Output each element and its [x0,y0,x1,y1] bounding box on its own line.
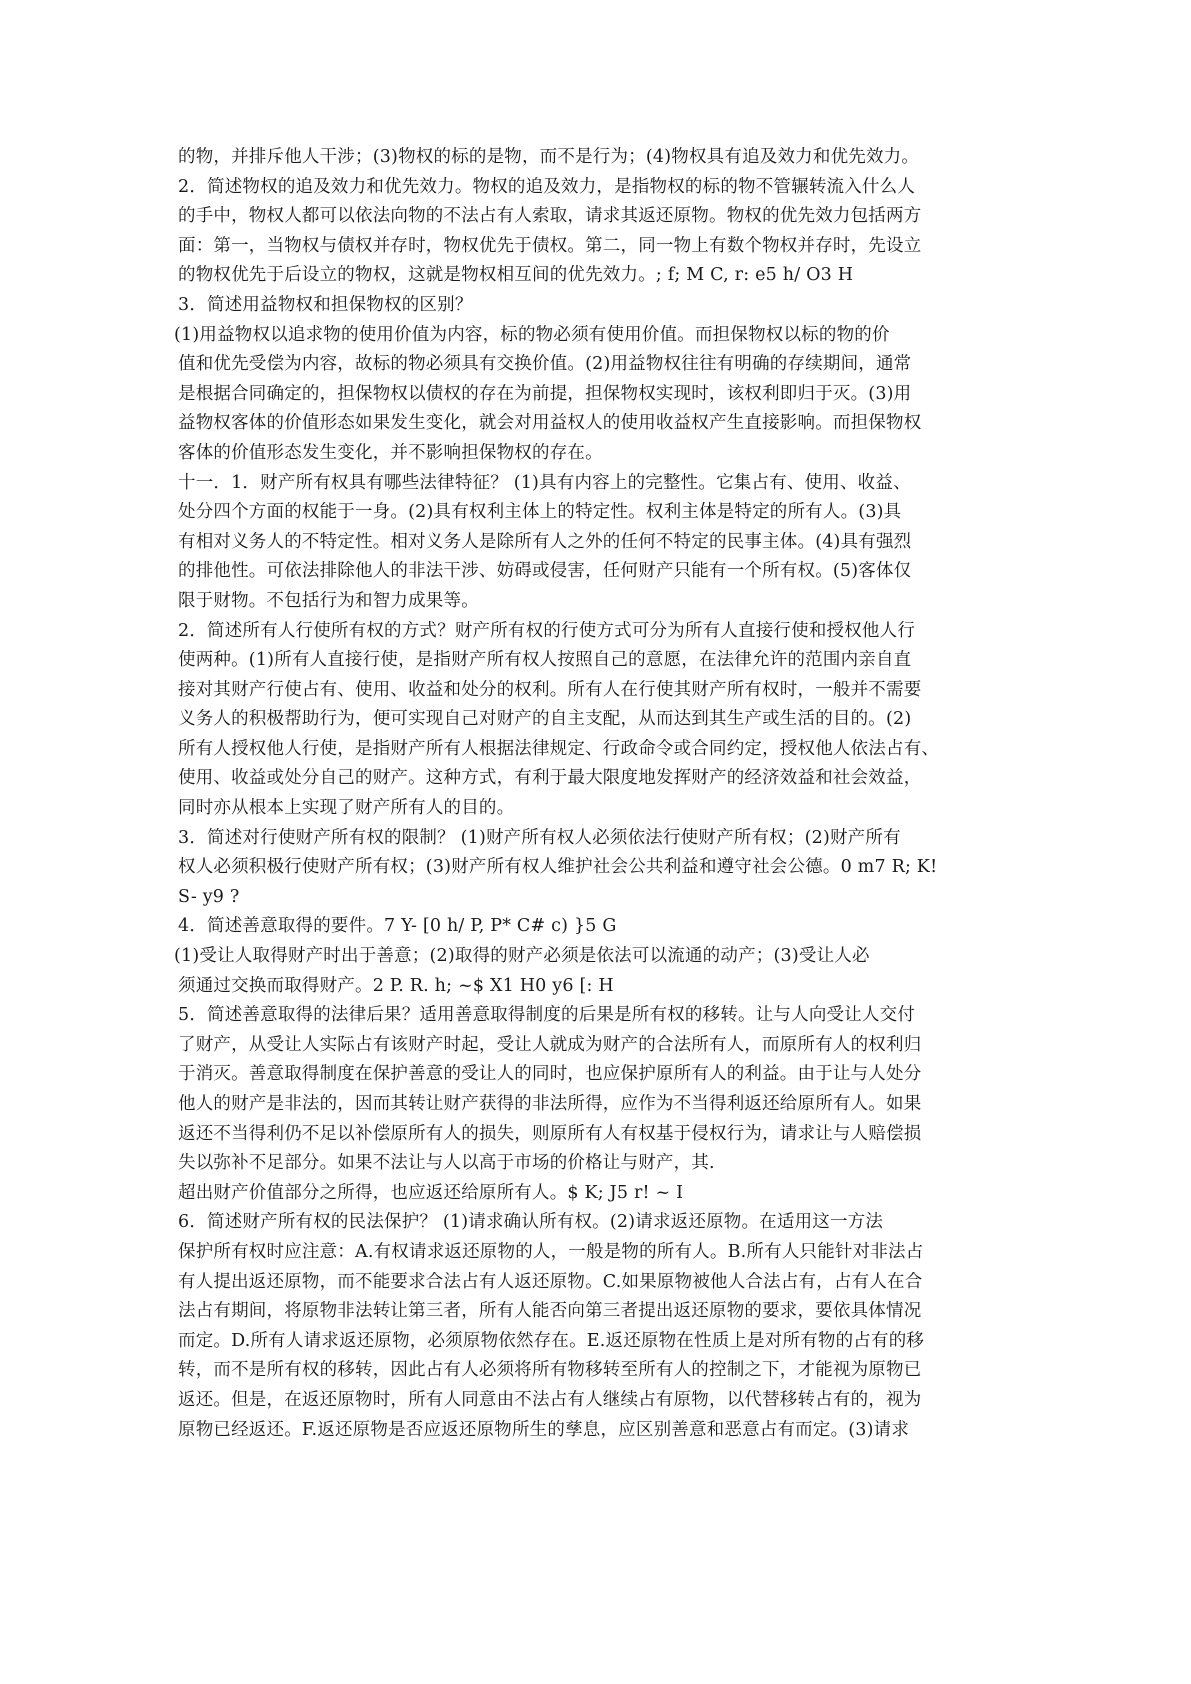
paragraph-1: 的物，并排斥他人干涉；(3)物权的标的是物，而不是行为；(4)物权具有追及效力和优先效力。 [178,147,920,167]
paragraph-3: 3．简述用益物权和担保物权的区别？ [178,294,473,315]
paragraph-6: 2．简述所有人行使所有权的方式？财产所有权的行使方式可分为所有人直接行使和授权他人行 使两种。(1)所有人直接行使，是指财产所有权人按照自己的意愿，在法律允许的范围内亲自直 接对其财产行使占有、使用、收益和处分的权利。所有人在行使其财产所有权时，一般并不需要 义务人的积极帮助行为，便可实现自己对财产的自主支配，从而达到其生产或生活的目的。(2) 所有人授权他人行使，是指财产所有人根据法律规定、行政命令或合同约定，授权他人依法占有、 使用、收益或处分自己的财产。这种方式，有利于最大限度地发挥财产的经济效益和社会效益， 同时亦从根本上实现了财产所有人的目的。 [178,620,940,819]
paragraph-2: 2．简述物权的追及效力和优先效力。物权的追及效力，是指物权的标的物不管辗转流入什么人 的手中，物权人都可以依法向物的不法占有人索取，请求其返还原物。物权的优先效力包括两方 面：第一，当物权与债权并存时，物权优先于债权。第二，同一物上有数个物权并存时，先设立 的物权优先于后设立的物权，这就是物权相互间的优先效力。; f; M C, r: e5 h/ O3 H [178,176,922,286]
paragraph-5: 十一．1．财产所有权具有哪些法律特征？ (1)具有内容上的完整性。它集占有、使用、收益、 处分四个方面的权能于一身。(2)具有权利主体上的特定性。权利主体是特定的所有人。(3)具 有相对义务人的不特定性。相对义务人是除所有人之外的任何不特定的民事主体。(4)具有强烈 的排他性。可依法排除他人的非法干涉、妨碍或侵害，任何财产只能有一个所有权。(5)客体仅 限于财物。不包括行为和智力成果等。 [178,472,912,611]
document-page [174,143,1018,1445]
paragraph-4: (1)用益物权以追求物的使用价值为内容，标的物必须有使用价值。而担保物权以标的物的价 值和优先受偿为内容，故标的物必须具有交换价值。(2)用益物权往往有明确的存续期间，通常 是根据合同确定的，担保物权以债权的存在为前提，担保物权实现时，该权利即归于灭。(3)用 益物权客体的价值形态如果发生变化，就会对用益权人的使用收益权产生直接影响。而担保物权 客体的价值形态发生变化，并不影响担保物权的存在。 [174,324,922,463]
paragraph-10: 5．简述善意取得的法律后果？适用善意取得制度的后果是所有权的移转。让与人向受让人交付 了财产，从受让人实际占有该财产时起，受让人就成为财产的合法所有人，而原所有人的权利归 于消灭。善意取得制度在保护善意的受让人的同时，也应保护原所有人的利益。由于让与人处分 他人的财产是非法的，因而其转让财产获得的非法所得，应作为不当得利返还给原所有人。如果 返还不当得利仍不足以补偿原所有人的损失，则原所有人有权基于侵权行为，请求让与人赔偿损 失以弥补不足部分。如果不法让与人以高于市场的价格让与财产，其. [178,1005,922,1174]
paragraph-8: 4．简述善意取得的要件。7 Y- [0 h/ P, P* C# c) }5 G [178,916,617,937]
paragraph-9: (1)受让人取得财产时出于善意；(2)取得的财产必须是依法可以流通的动产；(3)受让人必 须通过交换而取得财产。2 P. R. h; ~$ X1 H0 y6 [: H [174,946,870,996]
paragraph-12: 6．简述财产所有权的民法保护？ (1)请求确认所有权。(2)请求返还原物。在适用这一方法 保护所有权时应注意：A.有权请求返还原物的人，一般是物的所有人。B.所有人只能针对非法占 有人提出返还原物，而不能要求合法占有人返还原物。C.如果原物被他人合法占有，占有人在合 法占有期间，将原物非法转让第三者，所有人能否向第三者提出返还原物的要求，要依具体情况 而定。D.所有人请求返还原物，必须原物依然存在。E.返还原物在性质上是对所有物的占有的移 转，而不是所有权的移转，因此占有人必须将所有物移转至所有人的控制之下，才能视为原物已 返还。但是，在返还原物时，所有人同意由不法占有人继续占有原物，以代替移转占有的，视为 原物已经返还。F.返还原物是否应返还原物所生的孳息，应区别善意和恶意占有而定。(3)请求 [178,1212,925,1440]
paragraph-11: 超出财产价值部分之所得，也应返还给原所有人。$ K; J5 r! ~ I [178,1182,684,1203]
paragraph-7: 3．简述对行使财产所有权的限制？ (1)财产所有权人必须依法行使财产所有权；(2)财产所有 权人必须积极行使财产所有权；(3)财产所有权人维护社会公共利益和遵守社会公德。0 m7 R; K! S- y9 ? [178,827,938,907]
